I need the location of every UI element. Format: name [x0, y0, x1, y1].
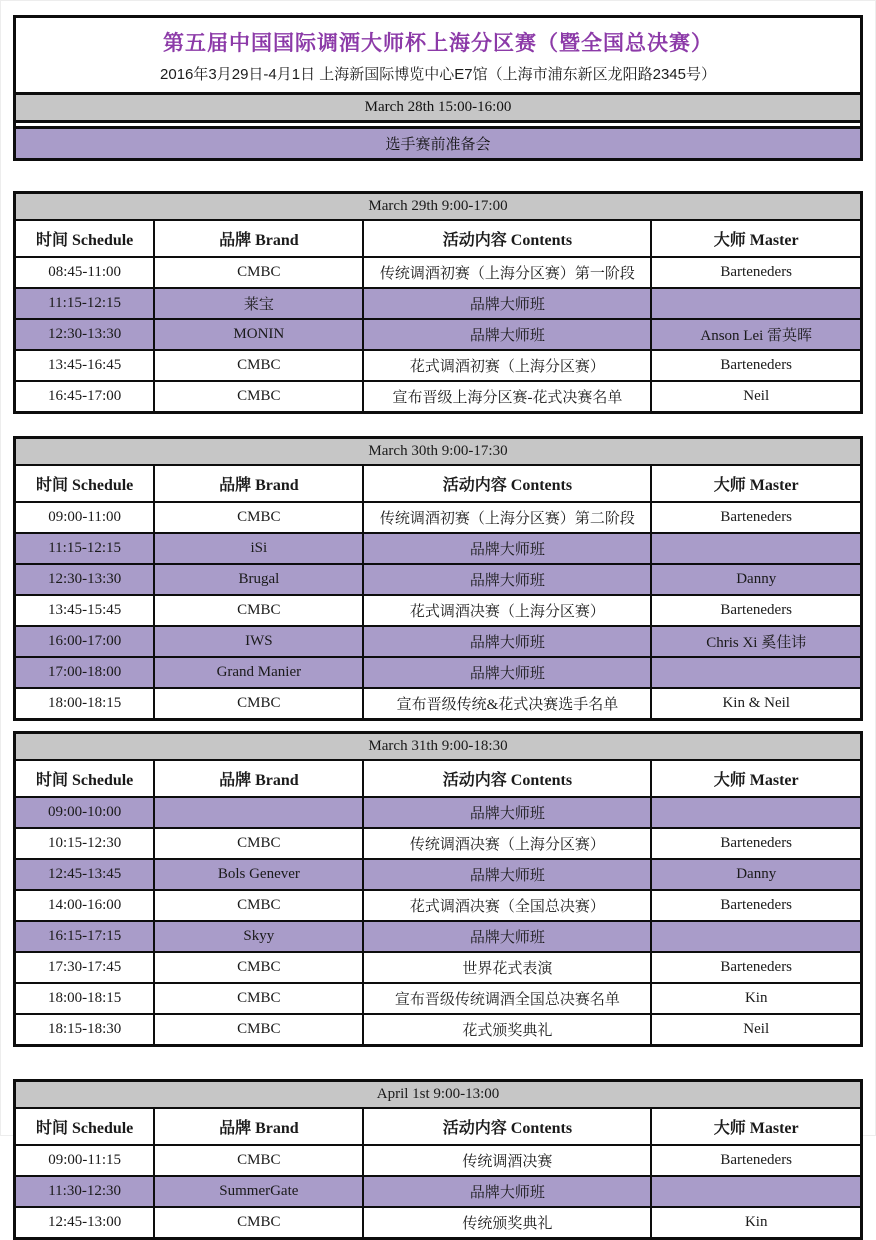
table-date-header: March 30th 9:00-17:30	[15, 438, 862, 466]
master-cell: Barteneders	[651, 828, 861, 859]
schedule-table	[13, 731, 863, 1047]
time-cell: 09:00-11:00	[15, 502, 155, 533]
master-cell: Barteneders	[651, 257, 861, 288]
brand-cell: iSi	[154, 533, 363, 564]
table-date-row	[15, 193, 862, 221]
brand-cell: CMBC	[154, 1014, 363, 1046]
time-cell: 09:00-11:15	[15, 1145, 155, 1176]
schedule-tables	[13, 191, 863, 1240]
time-cell: 18:00-18:15	[15, 688, 155, 720]
time-cell: 10:15-12:30	[15, 828, 155, 859]
column-header: 大师 Master	[651, 465, 861, 502]
column-header: 时间 Schedule	[15, 1108, 155, 1145]
time-cell: 11:30-12:30	[15, 1176, 155, 1207]
column-header: 大师 Master	[651, 1108, 861, 1145]
brand-cell: CMBC	[154, 381, 363, 413]
event-header-text	[16, 18, 860, 92]
column-header-row	[15, 465, 862, 502]
time-cell: 18:15-18:30	[15, 1014, 155, 1046]
schedule-table	[13, 1079, 863, 1240]
master-cell: Neil	[651, 1014, 861, 1046]
time-cell: 17:30-17:45	[15, 952, 155, 983]
master-cell: Chris Xi 奚佳讳	[651, 626, 861, 657]
brand-cell: CMBC	[154, 1145, 363, 1176]
master-cell: Kin	[651, 1207, 861, 1239]
column-header: 大师 Master	[651, 760, 861, 797]
master-cell	[651, 657, 861, 688]
brand-cell: MONIN	[154, 319, 363, 350]
table-row	[15, 1176, 862, 1207]
table-row	[15, 983, 862, 1014]
master-cell: Barteneders	[651, 1145, 861, 1176]
table-row	[15, 381, 862, 413]
master-cell: Barteneders	[651, 952, 861, 983]
pre-event-activity-bar: 选手赛前准备会	[16, 126, 860, 158]
table-row	[15, 1207, 862, 1239]
master-cell	[651, 288, 861, 319]
brand-cell: CMBC	[154, 595, 363, 626]
page	[1, 1, 875, 1240]
table-row	[15, 688, 862, 720]
brand-cell: IWS	[154, 626, 363, 657]
time-cell: 16:15-17:15	[15, 921, 155, 952]
time-cell: 12:30-13:30	[15, 319, 155, 350]
event-title: 第五届中国国际调酒大师杯上海分区赛（暨全国总决赛）	[163, 32, 713, 55]
table-row	[15, 533, 862, 564]
master-cell: Kin	[651, 983, 861, 1014]
column-header: 活动内容 Contents	[363, 1108, 651, 1145]
event-subtitle: 2016年3月29日-4月1日 上海新国际博览中心E7馆（上海市浦东新区龙阳路2345号）	[160, 66, 716, 83]
contents-cell: 品牌大师班	[363, 288, 651, 319]
table-row	[15, 1145, 862, 1176]
brand-cell: CMBC	[154, 688, 363, 720]
time-cell: 08:45-11:00	[15, 257, 155, 288]
column-header: 活动内容 Contents	[363, 465, 651, 502]
column-header: 活动内容 Contents	[363, 220, 651, 257]
contents-cell: 宣布晋级传统&花式决赛选手名单	[363, 688, 651, 720]
brand-cell: CMBC	[154, 350, 363, 381]
table-row	[15, 952, 862, 983]
column-header: 时间 Schedule	[15, 465, 155, 502]
contents-cell: 传统调酒初赛（上海分区赛）第二阶段	[363, 502, 651, 533]
time-cell: 12:30-13:30	[15, 564, 155, 595]
brand-cell: CMBC	[154, 952, 363, 983]
column-header: 品牌 Brand	[154, 465, 363, 502]
master-cell: Barteneders	[651, 350, 861, 381]
table-date-header: March 29th 9:00-17:00	[15, 193, 862, 221]
table-row	[15, 564, 862, 595]
contents-cell: 传统调酒决赛	[363, 1145, 651, 1176]
contents-cell: 传统调酒初赛（上海分区赛）第一阶段	[363, 257, 651, 288]
master-cell: Anson Lei 雷英晖	[651, 319, 861, 350]
master-cell	[651, 797, 861, 828]
table-row	[15, 595, 862, 626]
time-cell: 09:00-10:00	[15, 797, 155, 828]
column-header: 品牌 Brand	[154, 220, 363, 257]
master-cell: Danny	[651, 564, 861, 595]
time-cell: 11:15-12:15	[15, 533, 155, 564]
master-cell	[651, 533, 861, 564]
brand-cell: CMBC	[154, 1207, 363, 1239]
schedule-table	[13, 436, 863, 721]
brand-cell: CMBC	[154, 828, 363, 859]
column-header: 时间 Schedule	[15, 220, 155, 257]
time-cell: 12:45-13:00	[15, 1207, 155, 1239]
brand-cell: CMBC	[154, 257, 363, 288]
master-cell: Neil	[651, 381, 861, 413]
table-row	[15, 797, 862, 828]
time-cell: 18:00-18:15	[15, 983, 155, 1014]
contents-cell: 品牌大师班	[363, 921, 651, 952]
contents-cell: 传统颁奖典礼	[363, 1207, 651, 1239]
table-row	[15, 657, 862, 688]
time-cell: 12:45-13:45	[15, 859, 155, 890]
brand-cell: Skyy	[154, 921, 363, 952]
column-header-row	[15, 760, 862, 797]
time-cell: 13:45-15:45	[15, 595, 155, 626]
brand-cell: Grand Manier	[154, 657, 363, 688]
brand-cell: 莱宝	[154, 288, 363, 319]
table-row	[15, 288, 862, 319]
contents-cell: 品牌大师班	[363, 859, 651, 890]
table-date-header: April 1st 9:00-13:00	[15, 1081, 862, 1109]
contents-cell: 花式颁奖典礼	[363, 1014, 651, 1046]
table-date-row	[15, 438, 862, 466]
contents-cell: 品牌大师班	[363, 657, 651, 688]
brand-cell: SummerGate	[154, 1176, 363, 1207]
column-header: 活动内容 Contents	[363, 760, 651, 797]
brand-cell: Bols Genever	[154, 859, 363, 890]
table-row	[15, 626, 862, 657]
brand-cell: CMBC	[154, 502, 363, 533]
time-cell: 17:00-18:00	[15, 657, 155, 688]
brand-cell	[154, 797, 363, 828]
master-cell: Danny	[651, 859, 861, 890]
table-row	[15, 502, 862, 533]
time-cell: 13:45-16:45	[15, 350, 155, 381]
time-cell: 14:00-16:00	[15, 890, 155, 921]
contents-cell: 花式调酒初赛（上海分区赛）	[363, 350, 651, 381]
event-header	[13, 15, 863, 161]
column-header: 品牌 Brand	[154, 760, 363, 797]
contents-cell: 花式调酒决赛（全国总决赛）	[363, 890, 651, 921]
column-header: 大师 Master	[651, 220, 861, 257]
column-header-row	[15, 1108, 862, 1145]
table-row	[15, 319, 862, 350]
column-header: 品牌 Brand	[154, 1108, 363, 1145]
table-date-row	[15, 1081, 862, 1109]
master-cell: Barteneders	[651, 890, 861, 921]
brand-cell: Brugal	[154, 564, 363, 595]
master-cell	[651, 1176, 861, 1207]
contents-cell: 品牌大师班	[363, 797, 651, 828]
table-date-row	[15, 733, 862, 761]
contents-cell: 传统调酒决赛（上海分区赛）	[363, 828, 651, 859]
contents-cell: 品牌大师班	[363, 564, 651, 595]
contents-cell: 世界花式表演	[363, 952, 651, 983]
table-date-header: March 31th 9:00-18:30	[15, 733, 862, 761]
column-header: 时间 Schedule	[15, 760, 155, 797]
master-cell: Barteneders	[651, 595, 861, 626]
time-cell: 16:00-17:00	[15, 626, 155, 657]
table-row	[15, 257, 862, 288]
pre-event-date-bar: March 28th 15:00-16:00	[16, 92, 860, 123]
brand-cell: CMBC	[154, 890, 363, 921]
master-cell: Kin & Neil	[651, 688, 861, 720]
time-cell: 11:15-12:15	[15, 288, 155, 319]
table-row	[15, 859, 862, 890]
table-row	[15, 890, 862, 921]
table-row	[15, 828, 862, 859]
master-cell: Barteneders	[651, 502, 861, 533]
brand-cell: CMBC	[154, 983, 363, 1014]
schedule-table	[13, 191, 863, 414]
table-row	[15, 350, 862, 381]
time-cell: 16:45-17:00	[15, 381, 155, 413]
column-header-row	[15, 220, 862, 257]
contents-cell: 花式调酒决赛（上海分区赛）	[363, 595, 651, 626]
contents-cell: 品牌大师班	[363, 533, 651, 564]
table-row	[15, 921, 862, 952]
contents-cell: 宣布晋级上海分区赛-花式决赛名单	[363, 381, 651, 413]
contents-cell: 品牌大师班	[363, 319, 651, 350]
table-row	[15, 1014, 862, 1046]
contents-cell: 品牌大师班	[363, 626, 651, 657]
master-cell	[651, 921, 861, 952]
contents-cell: 品牌大师班	[363, 1176, 651, 1207]
contents-cell: 宣布晋级传统调酒全国总决赛名单	[363, 983, 651, 1014]
